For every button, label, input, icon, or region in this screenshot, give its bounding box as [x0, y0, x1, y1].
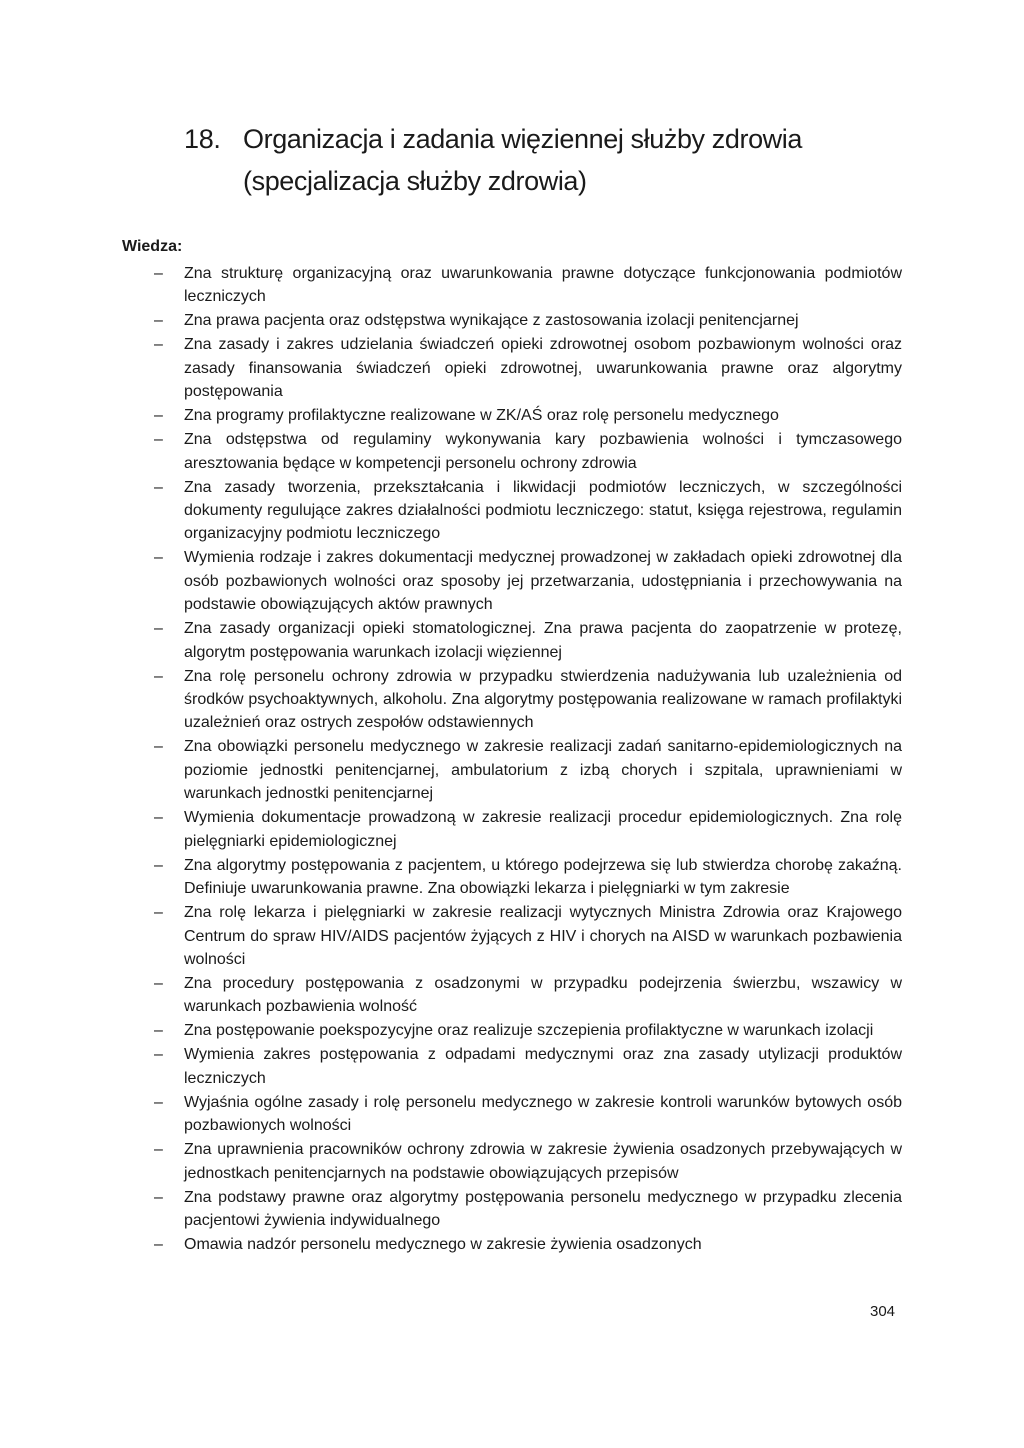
list-item — [150, 1186, 902, 1233]
dash-bullet-icon: – — [154, 265, 163, 282]
dash-bullet-icon: – — [154, 1046, 163, 1064]
dash-bullet-icon: – — [154, 478, 163, 496]
list-item — [150, 1043, 902, 1090]
list-item — [150, 972, 902, 1019]
list-item — [150, 665, 902, 735]
dash-bullet-icon: – — [154, 336, 163, 354]
chapter-number: 18. — [184, 124, 221, 154]
dash-bullet-icon: – — [154, 809, 163, 827]
list-item — [150, 428, 902, 475]
list-item-text: Omawia nadzór personelu medycznego w zakresie żywienia osadzonych — [184, 1235, 702, 1253]
list-item-text: Zna postępowanie poekspozycyjne oraz realizuje szczepienia profilaktyczne w warunkach izolacji — [184, 1022, 874, 1040]
dash-bullet-icon: – — [154, 549, 163, 567]
list-item-text: Wymienia zakres postępowania z odpadami medycznymi oraz zna zasady utylizacji produktów leczniczych — [184, 1046, 902, 1087]
list-item-text: Wymienia dokumentacje prowadzoną w zakresie realizacji procedur epidemiologicznych. Zna rolę pielęgniarki epidemiologicznej — [184, 809, 902, 850]
list-item — [150, 1091, 902, 1138]
list-item — [150, 854, 902, 901]
list-item — [150, 1019, 902, 1042]
dash-bullet-icon: – — [154, 1022, 163, 1040]
list-item-text: Zna odstępstwa od regulaminy wykonywania kary pozbawienia wolności i tymczasowego aresztowania będące w kompetencji personelu ochrony zdrowia — [184, 431, 902, 472]
list-item-text: Zna zasady i zakres udzielania świadczeń opieki zdrowotnej osobom pozbawionym wolności oraz zasady finansowania świadczeń opieki zdrowotnej, uwarunkowania prawne oraz algorytmy postępowania — [184, 336, 902, 401]
dash-bullet-icon: – — [154, 974, 163, 992]
dash-bullet-icon: – — [154, 1235, 163, 1253]
dash-bullet-icon: – — [154, 620, 163, 638]
list-item — [150, 546, 902, 616]
list-item-text: Zna rolę lekarza i pielęgniarki w zakresie realizacji wytycznych Ministra Zdrowia oraz Krajowego Centrum do spraw HIV/AIDS pacjentów żyjących z HIV i chorych na AISD w warunkach pozbawienia wolności — [184, 904, 902, 968]
list-item-text: Zna rolę personelu ochrony zdrowia w przypadku stwierdzenia nadużywania lub uzależnienia od środków psychoaktywnych, alkoholu. Zna algorytmy postępowania realizowane w ramach profilaktyki uzależnień oraz ostrych zespołów odstawiennych — [184, 667, 902, 732]
section-label: Wiedza: — [122, 238, 183, 255]
list-item-text: Zna programy profilaktyczne realizowane w ZK/AŚ oraz rolę personelu medycznego — [184, 407, 779, 425]
list-item — [150, 476, 902, 546]
list-item-text: Zna obowiązki personelu medycznego w zakresie realizacji zadań sanitarno-epidemiologicznych na poziomie jednostki penitencjarnej, ambulatorium z izbą chorych i szpitala, uprawnieniami w warunkach jednostki penitencjarnej — [184, 738, 902, 803]
list-item — [150, 617, 902, 664]
list-item-text: Zna podstawy prawne oraz algorytmy postępowania personelu medycznego w przypadku zlecenia pacjentowi żywienia indywidualnego — [184, 1188, 902, 1229]
list-item — [150, 1233, 902, 1256]
list-item — [150, 333, 902, 403]
page-number: 304 — [870, 1303, 896, 1320]
dash-bullet-icon: – — [154, 1141, 163, 1159]
list-item-text: Wyjaśnia ogólne zasady i rolę personelu medycznego w zakresie kontroli warunków bytowych osób pozbawionych wolności — [184, 1093, 902, 1135]
list-item-text: Zna zasady organizacji opieki stomatologicznej. Zna prawa pacjenta do zaopatrzenie w protezę, algorytm postępowania warunkach izolacji więziennej — [184, 620, 902, 661]
dash-bullet-icon: – — [154, 407, 163, 425]
list-item — [150, 901, 902, 971]
dash-bullet-icon: – — [154, 904, 163, 922]
list-item — [150, 262, 902, 309]
list-item — [150, 735, 902, 805]
dash-bullet-icon: – — [154, 1093, 163, 1111]
knowledge-list — [150, 262, 902, 1257]
dash-bullet-icon: – — [154, 312, 163, 330]
list-item-text: Zna strukturę organizacyjną oraz uwarunkowania prawne dotyczące funkcjonowania podmiotów leczniczych — [184, 265, 902, 306]
list-item-text: Zna zasady tworzenia, przekształcania i likwidacji podmiotów leczniczych, w szczególności dokumenty regulujące zakres działalności podmiotu leczniczego: statut, księga rejestrowa, regulamin organizacyjny podmiotu leczniczego — [184, 478, 902, 543]
dash-bullet-icon: – — [154, 1188, 163, 1206]
dash-bullet-icon: – — [154, 431, 163, 449]
list-item — [150, 1138, 902, 1185]
dash-bullet-icon: – — [154, 667, 163, 685]
dash-bullet-icon: – — [154, 738, 163, 756]
list-item-text: Zna uprawnienia pracowników ochrony zdrowia w zakresie żywienia osadzonych przebywających w jednostkach penitencjarnych na podstawie obowiązujących przepisów — [184, 1141, 902, 1182]
list-item-text: Zna algorytmy postępowania z pacjentem, u którego podejrzewa się lub stwierdza chorobę zakaźną. Definiuje uwarunkowania prawne. Zna obowiązki lekarza i pielęgniarki w tym zakresie — [184, 856, 902, 898]
list-item — [150, 309, 902, 332]
list-item — [150, 404, 902, 427]
chapter-title: Organizacja i zadania więziennej służby zdrowia (specjalizacja służby zdrowia) — [243, 124, 802, 196]
list-item-text: Wymienia rodzaje i zakres dokumentacji medycznej prowadzonej w zakładach opieki zdrowotnej dla osób pozbawionych wolności oraz sposoby jej przetwarzania, udostępniania i przechowywania na podstawie obowiązujących aktów prawnych — [184, 549, 902, 614]
list-item — [150, 806, 902, 853]
list-item-text: Zna prawa pacjenta oraz odstępstwa wynikające z zastosowania izolacji penitencjarnej — [184, 312, 799, 330]
list-item-text: Zna procedury postępowania z osadzonymi w przypadku podejrzenia świerzbu, wszawicy w warunkach pozbawienia wolność — [184, 974, 902, 1016]
dash-bullet-icon: – — [154, 856, 163, 874]
